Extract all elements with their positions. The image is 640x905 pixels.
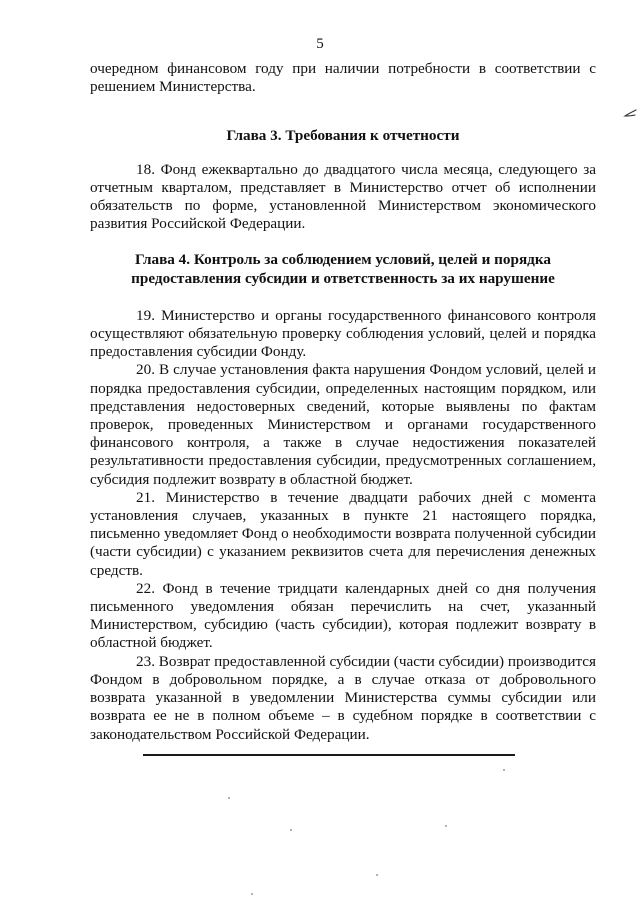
intro-paragraph: очередном финансовом году при наличии потребности в соответствии с решением Министерства. [90, 60, 596, 96]
scan-speck [445, 825, 447, 827]
page-number: 5 [316, 36, 324, 52]
scan-speck [376, 874, 378, 876]
scan-speck [290, 829, 292, 831]
paragraph-20: 20. В случае установления факта нарушения Фондом условий, целей и порядка предоставления субсидии, определенных настоящим порядком, или представления недостоверных сведений, которые выявлены по фактам проверок, проведенных Министерством и органами государственного финансового контроля, а также в случае недостижения показателей результативности предоставления субсидии, предусмотренных соглашением, субсидия подлежит возврату в областной бюджет. [90, 361, 596, 488]
end-separator-line [143, 754, 515, 756]
paragraph-21: 21. Министерство в течение двадцати рабочих дней с момента установления случаев, указанных в пункте 21 настоящего порядка, письменно уведомляет Фонд о необходимости возврата полученной субсидии (части субсидии) с указанием реквизитов счета для перечисления денежных средств. [90, 488, 596, 579]
paragraph-22: 22. Фонд в течение тридцати календарных дней со дня получения письменного уведомления обязан перечислить на счет, указанный Министерством, субсидию (часть субсидии), которая подлежит возврату в областной бюджет. [90, 579, 596, 652]
handwritten-margin-mark [623, 107, 637, 121]
chapter-4-heading-line-1: Глава 4. Контроль за соблюдением условий, целей и порядка [135, 251, 551, 269]
chapter-4-heading [90, 251, 596, 287]
paragraph-23: 23. Возврат предоставленной субсидии (части субсидии) производится Фондом в добровольном порядке, а в случае отказа от добровольного возврата указанной в уведомлении Министерства суммы субсидии или возврата ее не в полном объеме – в судебном порядке в соответствии с законодательством Российской Федерации. [90, 652, 596, 743]
paragraph-19: 19. Министерство и органы государственного финансового контроля осуществляют обязательную проверку соблюдения условий, целей и порядка предоставления субсидии Фонду. [90, 306, 596, 361]
chapter-3-heading: Глава 3. Требования к отчетности [226, 127, 460, 145]
chapter-4-heading-line-2: предоставления субсидии и ответственность за их нарушение [131, 269, 555, 287]
scan-speck [503, 769, 505, 771]
scan-speck [251, 893, 253, 895]
document-body [90, 60, 596, 744]
paragraph-18: 18. Фонд ежеквартально до двадцатого числа месяца, следующего за отчетным кварталом, представляет в Министерство отчет об исполнении обязательств по форме, установленной Министерством экономического развития Российской Федерации. [90, 160, 596, 233]
scan-speck [228, 797, 230, 799]
